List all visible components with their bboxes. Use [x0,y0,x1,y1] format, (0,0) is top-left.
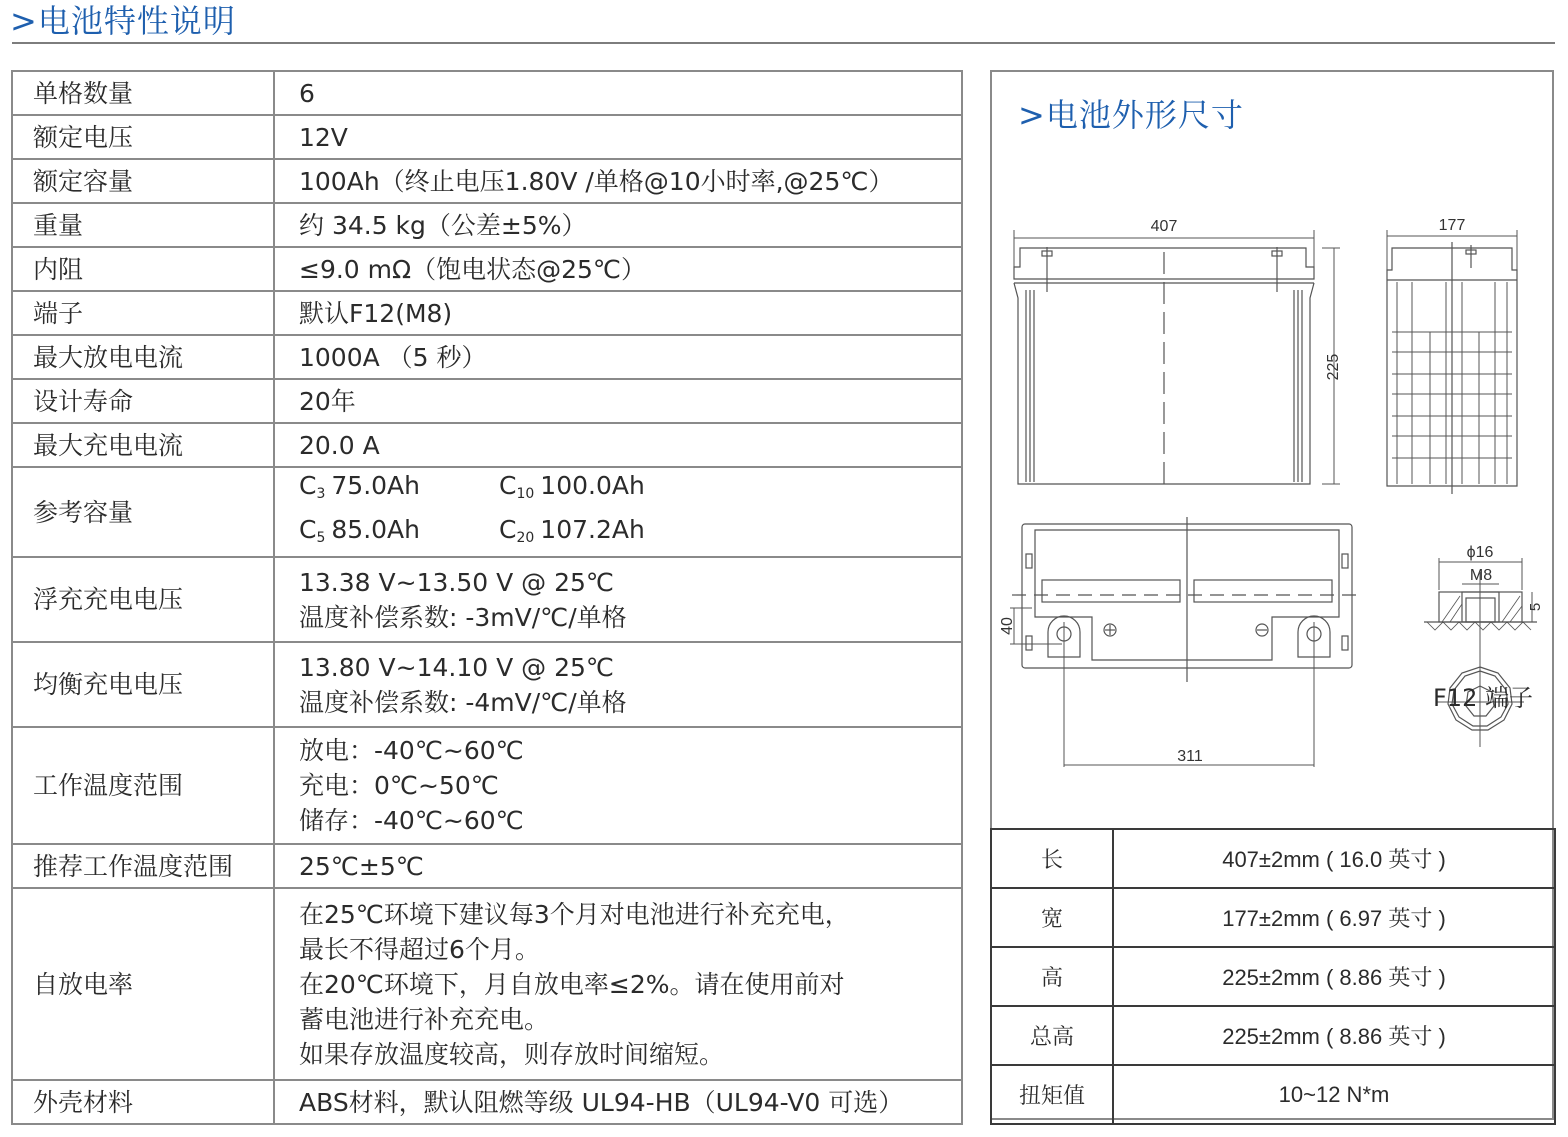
title-divider [12,42,1555,44]
dimension-value: 177±2mm ( 6.97 英寸 ) [1113,888,1555,947]
dimension-value: 225±2mm ( 8.86 英寸 ) [1113,1006,1555,1065]
spec-value-line: 25℃±5℃ [299,851,424,881]
spec-label: 额定容量 [12,159,274,203]
spec-table [11,70,963,1125]
dimension-row [991,1065,1555,1124]
battery-drawings [992,212,1552,832]
spec-row [12,115,962,159]
capacity-item [499,512,699,556]
spec-value [274,557,962,642]
spec-value [274,159,962,203]
capacity-rate: 3 [316,486,326,502]
spec-row [12,727,962,844]
spec-value-line: 约 34.5 kg（公差±5%） [299,210,587,240]
capacity-value: 107.2Ah [540,515,645,544]
spec-value-line: 在25℃环境下建议每3个月对电池进行补充充电， [299,899,850,929]
dimension-row [991,888,1555,947]
width-label: 177 [1438,217,1466,234]
capacity-symbol: C [299,471,317,500]
dimension-row [991,829,1555,888]
spec-value-line: 储存：-40℃~60℃ [299,806,524,835]
dimension-label: 长 [991,829,1113,888]
length-label: 407 [1150,218,1178,235]
spec-row [12,557,962,642]
spec-label: 工作温度范围 [12,727,274,844]
spec-value-line: 12V [299,122,348,152]
capacity-symbol: C [299,515,317,544]
spec-value-line: 温度补偿系数: -3mV/℃/单格 [299,602,627,632]
spec-label: 设计寿命 [12,379,274,423]
dimension-row [991,1006,1555,1065]
spec-label: 单格数量 [12,71,274,115]
dimension-label: 宽 [991,888,1113,947]
dimension-label: 总高 [991,1006,1113,1065]
capacity-item [299,468,499,512]
terminal-offset-label: 40 [999,617,1016,635]
capacity-rate: 5 [316,530,326,546]
dimension-row [991,947,1555,1006]
dimension-value: 225±2mm ( 8.86 英寸 ) [1113,947,1555,1006]
capacity-value: 100.0Ah [540,471,645,500]
spec-label: 重量 [12,203,274,247]
spec-value [274,423,962,467]
spec-value-line: 充电：0℃~50℃ [299,771,499,800]
spec-label: 浮充充电电压 [12,557,274,642]
spec-value-line: 20年 [299,386,356,416]
spec-value [274,247,962,291]
spec-value [274,727,962,844]
spec-row [12,247,962,291]
spec-value [274,642,962,727]
spec-value-line: 6 [299,78,315,108]
dimension-label: 高 [991,947,1113,1006]
spec-value-line: 1000A （5 秒） [299,342,487,372]
spec-row [12,1080,962,1124]
thread-label: M8 [1469,567,1493,584]
terminal-height-label: 5 [1527,602,1544,612]
spec-value-line: 默认F12(M8) [299,298,453,328]
spec-value [274,467,962,557]
capacity-item [499,468,699,512]
spec-label: 外壳材料 [12,1080,274,1124]
spec-value [274,844,962,888]
spec-value-line: 蓄电池进行补充充电。 [299,1004,550,1034]
capacity-symbol: C [499,471,517,500]
terminal-diameter-label: ϕ16 [1466,544,1494,561]
spec-label: 额定电压 [12,115,274,159]
front-view-drawing [1014,218,1342,492]
spec-value-line: 13.80 V~14.10 V @ 25℃ [299,652,614,682]
spec-label: 端子 [12,291,274,335]
spec-label: 最大放电电流 [12,335,274,379]
spec-label: 参考容量 [12,467,274,557]
spec-value-line: 如果存放温度较高，则存放时间缩短。 [299,1039,725,1069]
spec-label: 内阻 [12,247,274,291]
spec-label: 最大充电电流 [12,423,274,467]
height-label: 225 [1325,353,1342,381]
spec-value [274,291,962,335]
spec-value [274,71,962,115]
capacity-item [299,512,499,556]
top-view-drawing [999,517,1357,767]
capacity-value: 85.0Ah [331,515,421,544]
spec-value [274,1080,962,1124]
capacity-rate: 20 [516,530,535,546]
page-title: >电池特性说明 [10,2,236,40]
spec-value-line: ≤9.0 mΩ（饱电状态@25℃） [299,254,646,284]
capacity-grid [299,468,961,556]
spec-row [12,291,962,335]
spec-value [274,115,962,159]
spec-label: 自放电率 [12,888,274,1080]
side-view-drawing [1387,217,1517,494]
dimension-label: 扭矩值 [991,1065,1113,1124]
spec-value-line: 在20℃环境下，月自放电率≤2%。请在使用前对 [299,969,845,999]
dimensions-title: >电池外形尺寸 [1018,96,1244,134]
spec-value-line: 温度补偿系数: -4mV/℃/单格 [299,687,627,717]
spec-value-line: 最长不得超过6个月。 [299,934,540,964]
spec-row [12,379,962,423]
dimension-value: 10~12 N*m [1113,1065,1555,1124]
spec-label: 均衡充电电压 [12,642,274,727]
capacity-value: 75.0Ah [331,471,421,500]
capacity-rate: 10 [516,486,535,502]
spec-row [12,203,962,247]
spec-value-line: 100Ah（终止电压1.80V /单格@10小时率,@25℃） [299,166,894,196]
spec-label: 推荐工作温度范围 [12,844,274,888]
terminal-spacing-label: 311 [1177,748,1203,765]
spec-value [274,379,962,423]
dimensions-table [990,828,1556,1125]
spec-value-line: 20.0 A [299,430,380,460]
spec-row [12,159,962,203]
spec-value [274,335,962,379]
capacity-symbol: C [499,515,517,544]
dimensions-panel [990,70,1554,1120]
terminal-name-label: F12 端子 [1433,684,1533,712]
spec-row [12,888,962,1080]
spec-row [12,71,962,115]
spec-row [12,423,962,467]
spec-value [274,203,962,247]
spec-row [12,642,962,727]
terminal-f12-drawing [1424,544,1544,747]
spec-value-line: 放电：-40℃~60℃ [299,736,524,765]
spec-value-line: 13.38 V~13.50 V @ 25℃ [299,567,614,597]
spec-row [12,844,962,888]
spec-row [12,467,962,557]
dimension-value: 407±2mm ( 16.0 英寸 ) [1113,829,1555,888]
spec-row [12,335,962,379]
spec-value-line: ABS材料，默认阻燃等级 UL94-HB（UL94-V0 可选） [299,1087,904,1117]
spec-value [274,888,962,1080]
